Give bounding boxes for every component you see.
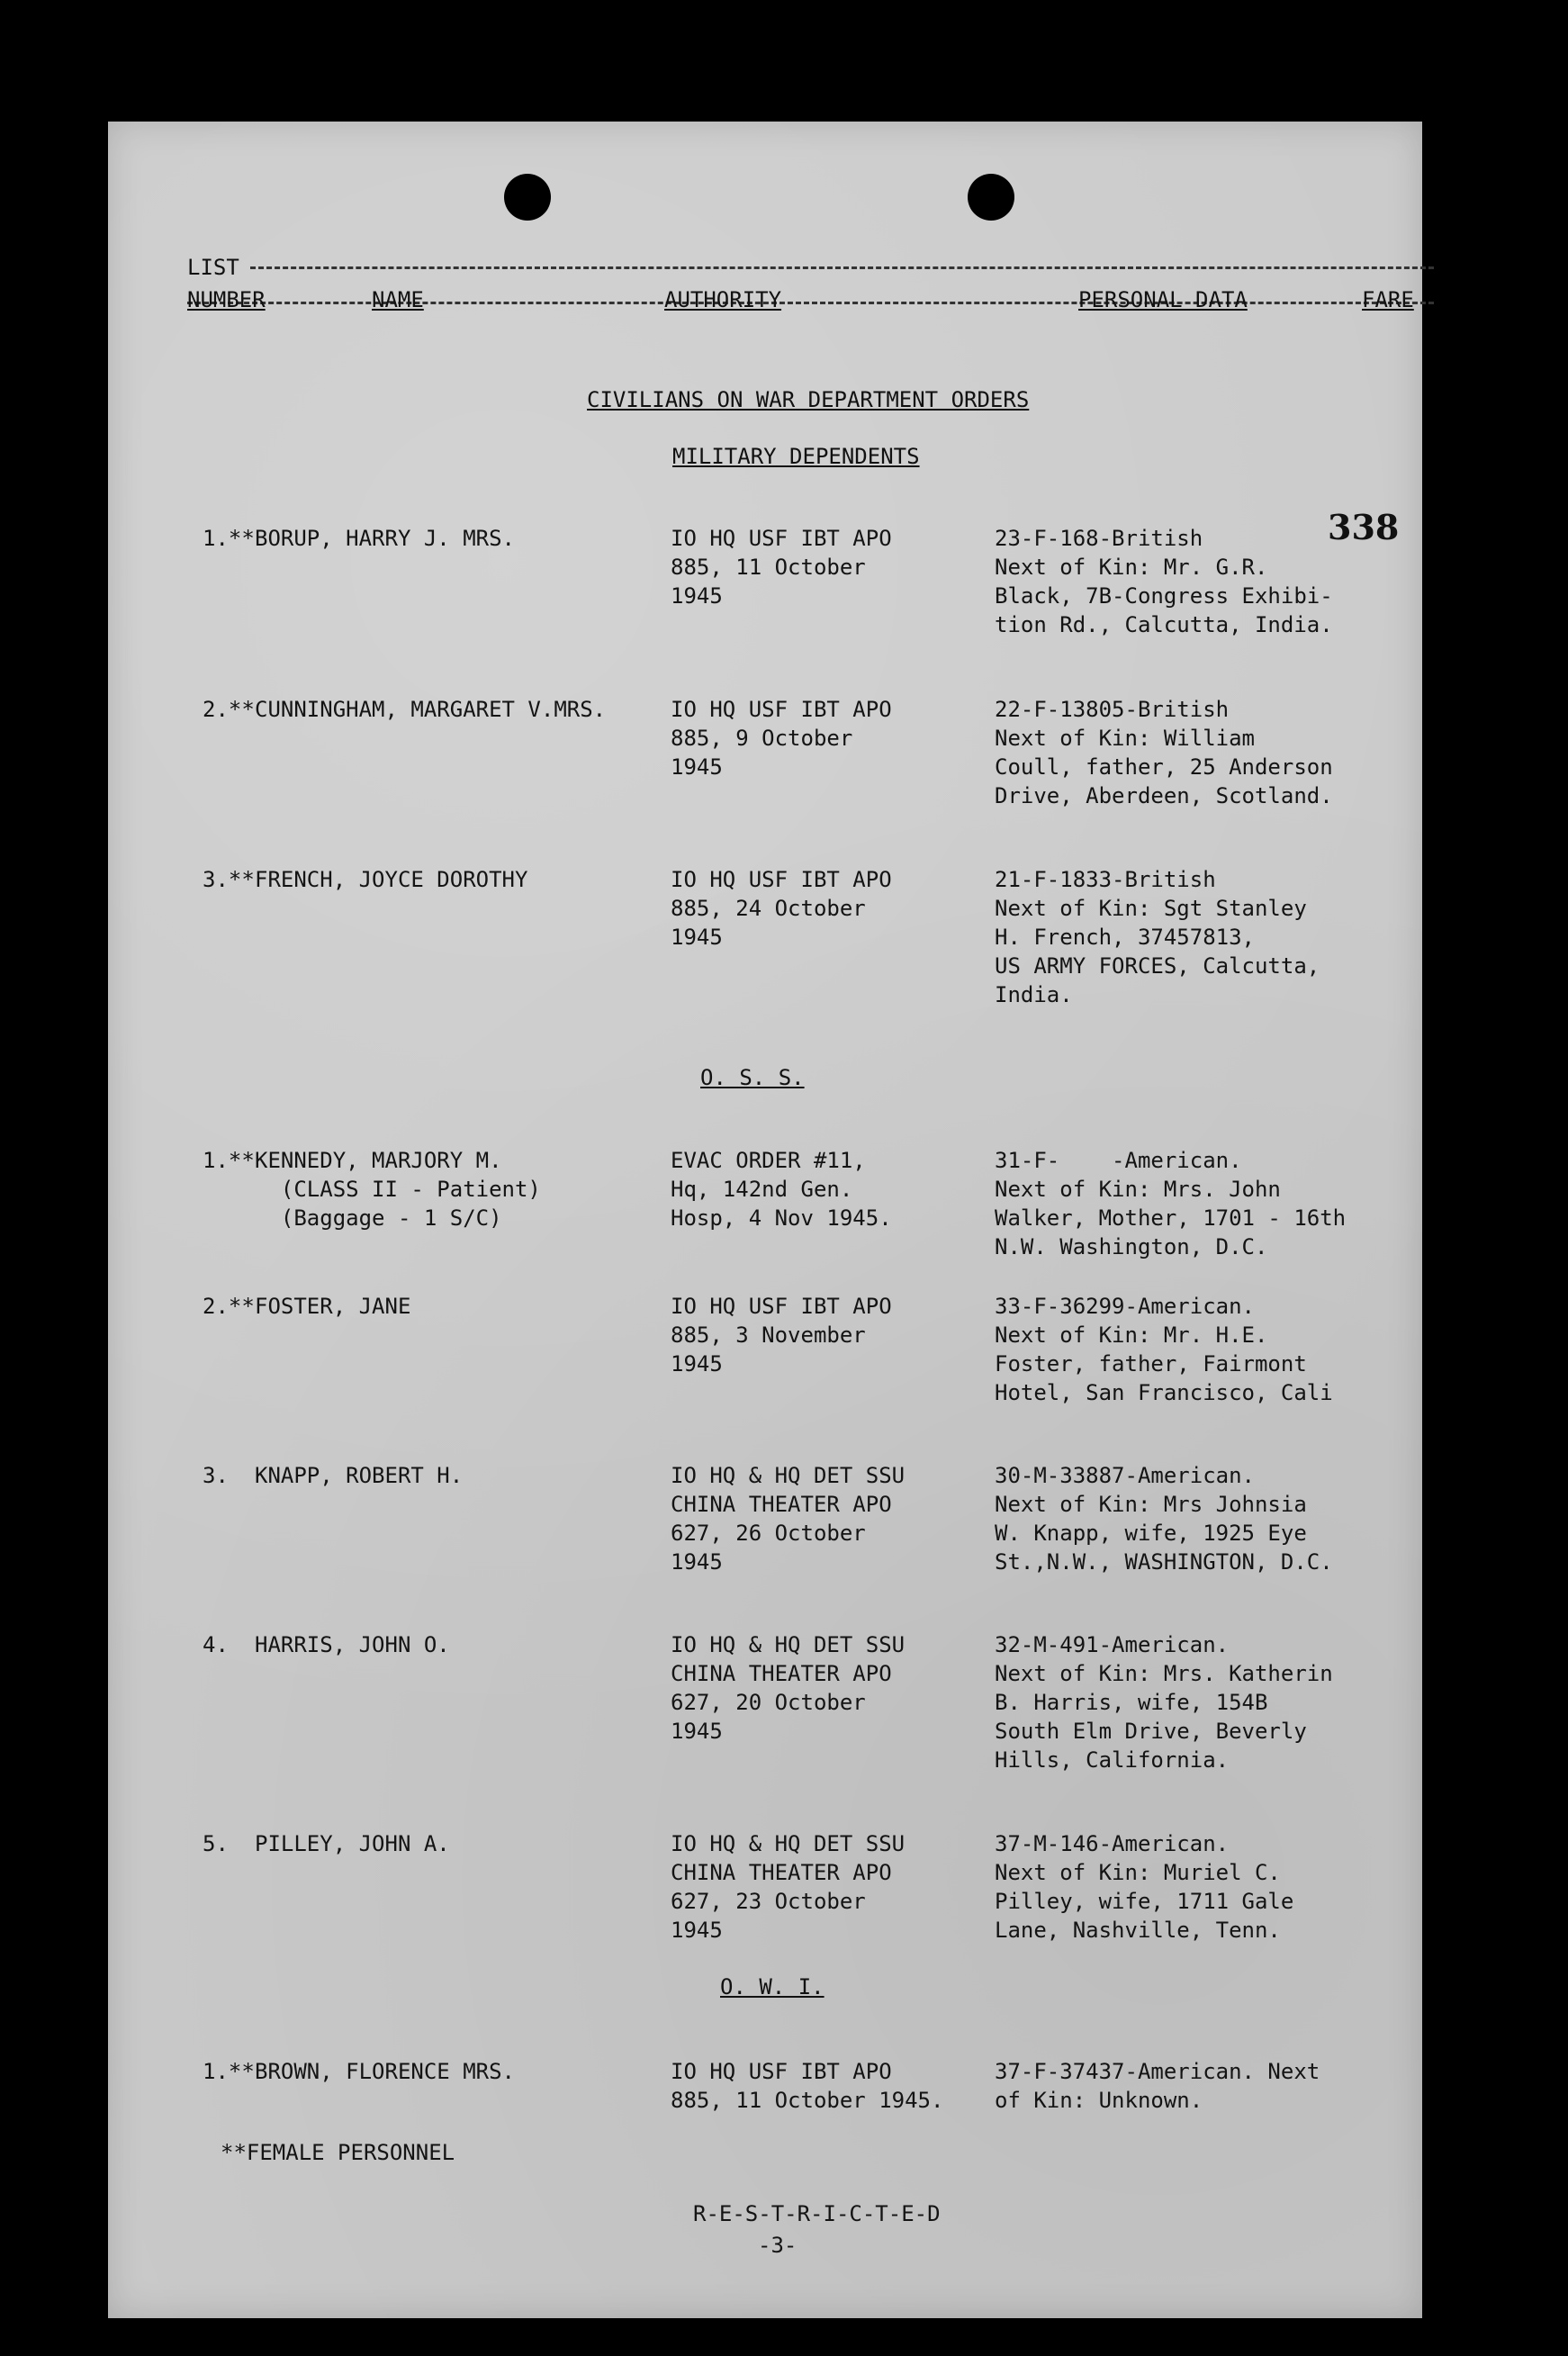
entry-number: 2.** [203, 697, 255, 722]
punch-hole [968, 174, 1014, 221]
heading-military-dependents: MILITARY DEPENDENTS [672, 444, 920, 469]
entry-number: 1.** [203, 2059, 255, 2084]
punch-hole [504, 174, 551, 221]
header-personal-data-label: PERSONAL DATA [1078, 287, 1248, 312]
entry-name: KENNEDY, MARJORY M. (CLASS II - Patient) (Baggage - 1 S/C) [255, 1148, 541, 1231]
header-name-label: NAME [372, 287, 424, 312]
entry-number: 4. [203, 1632, 229, 1657]
entry-personal-data: 22-F-13805-British Next of Kin: William Coull, father, 25 Anderson Drive, Aberdeen, Scotland. [995, 697, 1333, 808]
header-dash-line [250, 266, 1434, 269]
entry-authority: IO HQ USF IBT APO 885, 3 November 1945 [671, 1294, 892, 1377]
entry-number: 3.** [203, 867, 255, 892]
restricted-marking: R-E-S-T-R-I-C-T-E-D [693, 2201, 941, 2226]
entry-name: HARRIS, JOHN O. [255, 1632, 450, 1657]
entry-name: FRENCH, JOYCE DOROTHY [255, 867, 528, 892]
entry-personal-data: 33-F-36299-American. Next of Kin: Mr. H.E. Foster, father, Fairmont Hotel, San Francisco, Cali [995, 1294, 1333, 1405]
header-fare-label: FARE [1362, 287, 1414, 312]
heading-civilians: CIVILIANS ON WAR DEPARTMENT ORDERS [587, 387, 1030, 412]
entry-personal-data: 32-M-491-American. Next of Kin: Mrs. Katherin B. Harris, wife, 154B South Elm Drive, Beverly Hills, California. [995, 1632, 1333, 1773]
document-page [108, 122, 1422, 2318]
entry-authority: IO HQ & HQ DET SSU CHINA THEATER APO 627, 20 October 1945 [671, 1632, 906, 1744]
footnote: **FEMALE PERSONNEL [221, 2140, 455, 2165]
entry-authority: IO HQ USF IBT APO 885, 9 October 1945 [671, 697, 892, 780]
entry-personal-data: 30-M-33887-American. Next of Kin: Mrs Johnsia W. Knapp, wife, 1925 Eye St.,N.W., WASHINGTON, D.C. [995, 1463, 1333, 1575]
header-list-label: LIST [187, 255, 239, 280]
header-authority-label: AUTHORITY [664, 287, 782, 312]
entry-name: BORUP, HARRY J. MRS. [255, 526, 515, 551]
entry-authority: IO HQ USF IBT APO 885, 11 October 1945. [671, 2059, 944, 2113]
entry-authority: IO HQ & HQ DET SSU CHINA THEATER APO 627, 26 October 1945 [671, 1463, 906, 1575]
entry-personal-data: 37-F-37437-American. Next of Kin: Unknown. [995, 2059, 1320, 2113]
entry-personal-data: 23-F-168-British Next of Kin: Mr. G.R. Black, 7B-Congress Exhibi- tion Rd., Calcutta, India. [995, 526, 1333, 637]
header-number-label: NUMBER [187, 287, 266, 312]
entry-name: BROWN, FLORENCE MRS. [255, 2059, 515, 2084]
page-footer-number: -3- [758, 2233, 798, 2258]
entry-name: KNAPP, ROBERT H. [255, 1463, 464, 1488]
entry-personal-data: 37-M-146-American. Next of Kin: Muriel C. Pilley, wife, 1711 Gale Lane, Nashville, Tenn. [995, 1831, 1294, 1943]
entry-authority: IO HQ USF IBT APO 885, 11 October 1945 [671, 526, 892, 609]
entry-personal-data: 31-F- -American. Next of Kin: Mrs. John Walker, Mother, 1701 - 16th N.W. Washington, D.C. [995, 1148, 1347, 1259]
entry-number: 2.** [203, 1294, 255, 1319]
entry-authority: EVAC ORDER #11, Hq, 142nd Gen. Hosp, 4 Nov 1945. [671, 1148, 892, 1231]
entry-number: 1.** [203, 526, 255, 551]
entry-name: CUNNINGHAM, MARGARET V.MRS. [255, 697, 607, 722]
entry-name: FOSTER, JANE [255, 1294, 411, 1319]
entry-number: 3. [203, 1463, 229, 1488]
stamped-page-number: 338 [1328, 507, 1400, 547]
entry-name: PILLEY, JOHN A. [255, 1831, 450, 1856]
entry-number: 5. [203, 1831, 229, 1856]
entry-number: 1.** [203, 1148, 255, 1173]
heading-oss: O. S. S. [700, 1065, 805, 1090]
entry-personal-data: 21-F-1833-British Next of Kin: Sgt Stanley H. French, 37457813, US ARMY FORCES, Calcutta, India. [995, 867, 1320, 1007]
entry-authority: IO HQ & HQ DET SSU CHINA THEATER APO 627, 23 October 1945 [671, 1831, 906, 1943]
heading-owi: O. W. I. [720, 1974, 825, 1999]
entry-authority: IO HQ USF IBT APO 885, 24 October 1945 [671, 867, 892, 950]
